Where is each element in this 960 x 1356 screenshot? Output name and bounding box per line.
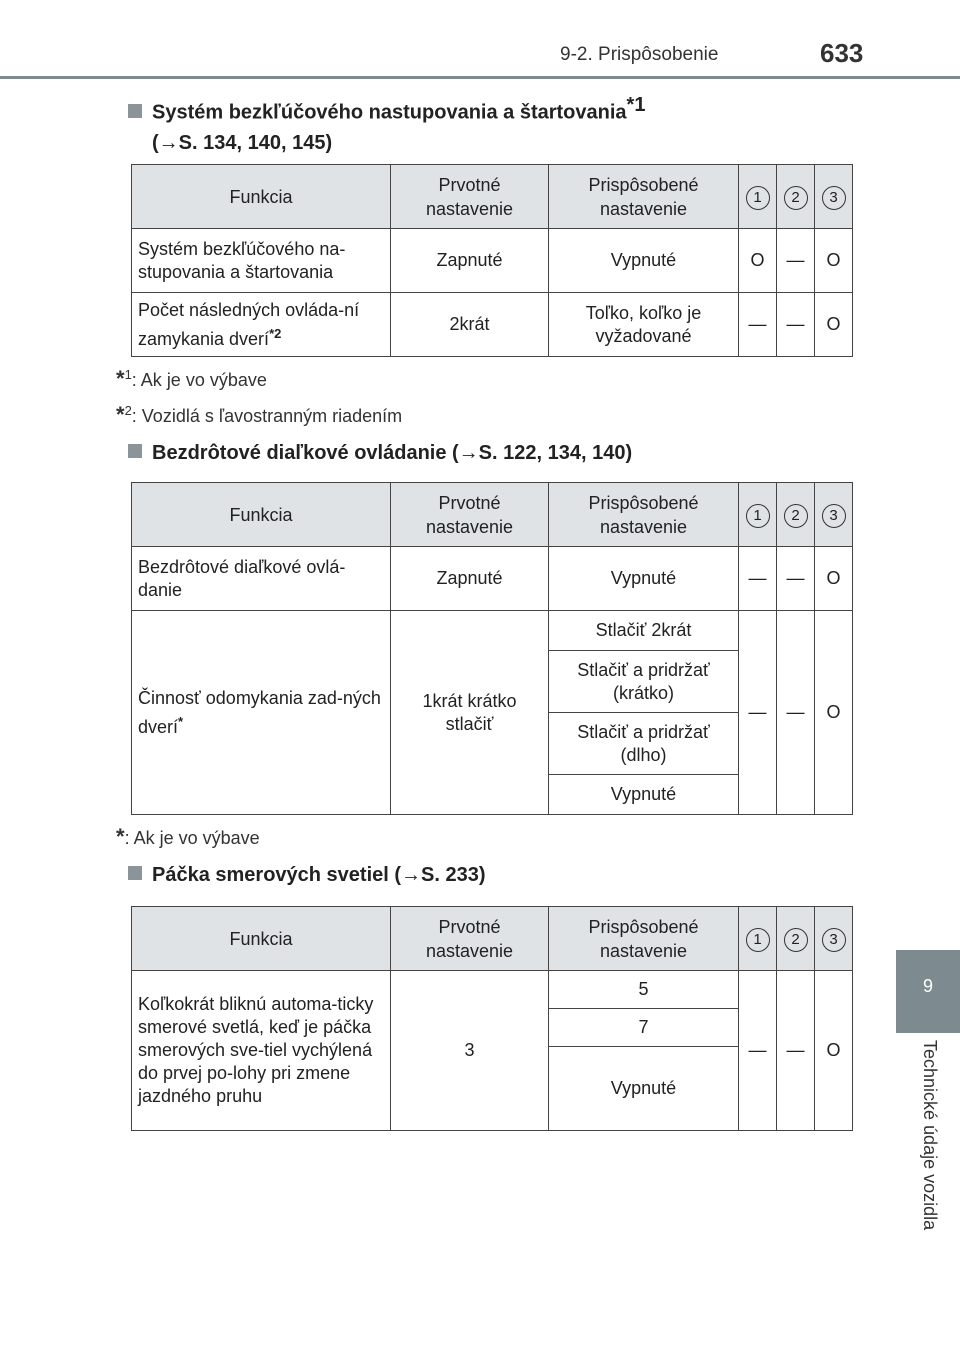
- cell-option: Vypnuté: [549, 1047, 739, 1131]
- col-initial: Prvotné nastavenie: [391, 165, 549, 229]
- cell-2: —: [777, 971, 815, 1131]
- section2-title: Bezdrôtové diaľkové ovládanie (→S. 122, 134, 140): [152, 442, 633, 464]
- section1-title: Systém bezkľúčového nastupovania a štartovania: [152, 101, 627, 124]
- header-divider: [0, 76, 960, 79]
- cell-2: —: [777, 229, 815, 293]
- cell-option: Stlačiť 2krát: [549, 611, 739, 651]
- cell-function: Systém bezkľúčového na-stupovania a štartovania: [132, 229, 391, 293]
- col-initial: Prvotné nastavenie: [391, 907, 549, 971]
- cell-2: —: [777, 293, 815, 357]
- table-row: [132, 971, 853, 1009]
- col-2: 2: [777, 483, 815, 547]
- cell-option: Stlačiť a pridržať (krátko): [549, 651, 739, 713]
- col-1: 1: [739, 483, 777, 547]
- page-number: 633: [820, 38, 864, 68]
- cell-option: Stlačiť a pridržať (dlho): [549, 713, 739, 775]
- cell-1: —: [739, 611, 777, 815]
- section2-table: [131, 482, 853, 815]
- cell-initial: Zapnuté: [391, 547, 549, 611]
- cell-2: —: [777, 611, 815, 815]
- cell-option: 5: [549, 971, 739, 1009]
- col-3: 3: [815, 907, 853, 971]
- col-1: 1: [739, 907, 777, 971]
- table-row: [132, 229, 853, 293]
- col-2: 2: [777, 907, 815, 971]
- cell-1: —: [739, 293, 777, 357]
- col-function: Funkcia: [132, 483, 391, 547]
- cell-function: Bezdrôtové diaľkové ovlá-danie: [132, 547, 391, 611]
- cell-initial: 1krát krátko stlačiť: [391, 611, 549, 815]
- bullet-square-icon: [128, 104, 142, 118]
- col-custom: Prispôsobené nastavenie: [549, 165, 739, 229]
- bullet-square-icon: [128, 866, 142, 880]
- footnote-3: *: Ak je vo výbave: [116, 824, 260, 849]
- cell-function: Počet následných ovláda-ní zamykania dverí$^{*2}$: [132, 293, 391, 357]
- col-function: Funkcia: [132, 907, 391, 971]
- cell-option: Vypnuté: [549, 775, 739, 815]
- section3-title: Páčka smerových svetiel (→S. 233): [152, 864, 486, 886]
- section3-table: [131, 906, 853, 1131]
- footnote-1: *$^1$: Ak je vo výbave: [116, 366, 267, 391]
- cell-1: O: [739, 229, 777, 293]
- cell-initial: 2krát: [391, 293, 549, 357]
- section1-table: [131, 164, 853, 357]
- col-function: Funkcia: [132, 165, 391, 229]
- cell-2: —: [777, 547, 815, 611]
- cell-option: 7: [549, 1009, 739, 1047]
- cell-custom: Toľko, koľko je vyžadované: [549, 293, 739, 357]
- cell-3: O: [815, 229, 853, 293]
- section1-title-footnote-mark: *1: [626, 94, 646, 116]
- cell-function: Činnosť odomykania zad-ných dverí*: [132, 611, 391, 815]
- col-initial: Prvotné nastavenie: [391, 483, 549, 547]
- table-row: [132, 611, 853, 651]
- col-3: 3: [815, 483, 853, 547]
- cell-3: O: [815, 293, 853, 357]
- section1-ref: (→S. 134, 140, 145): [152, 131, 333, 154]
- footnote-2: *$^2$: Vozidlá s ľavostranným riadením: [116, 402, 403, 427]
- chapter-number: 9: [922, 976, 933, 996]
- cell-3: O: [815, 971, 853, 1131]
- bullet-square-icon: [128, 444, 142, 458]
- cell-custom: Vypnuté: [549, 547, 739, 611]
- section3-heading: [128, 860, 486, 890]
- col-3: 3: [815, 165, 853, 229]
- cell-custom: Vypnuté: [549, 229, 739, 293]
- table-row: [132, 547, 853, 611]
- cell-function: Koľkokrát bliknú automa-ticky smerové svetlá, keď je páčka smerových sve-tiel vychýlená do prvej po-lohy pri zmene jazdného pruhu: [132, 971, 391, 1131]
- section2-heading: [128, 438, 632, 468]
- header-section-title: 9-2. Prispôsobenie: [560, 44, 719, 65]
- section1-heading: [128, 90, 645, 158]
- col-1: 1: [739, 165, 777, 229]
- cell-1: —: [739, 547, 777, 611]
- cell-initial: Zapnuté: [391, 229, 549, 293]
- col-custom: Prispôsobené nastavenie: [549, 483, 739, 547]
- col-2: 2: [777, 165, 815, 229]
- cell-3: O: [815, 547, 853, 611]
- col-custom: Prispôsobené nastavenie: [549, 907, 739, 971]
- cell-initial: 3: [391, 971, 549, 1131]
- cell-1: —: [739, 971, 777, 1131]
- cell-3: O: [815, 611, 853, 815]
- table-row: [132, 293, 853, 357]
- chapter-title: Technické údaje vozidla: [920, 1040, 940, 1231]
